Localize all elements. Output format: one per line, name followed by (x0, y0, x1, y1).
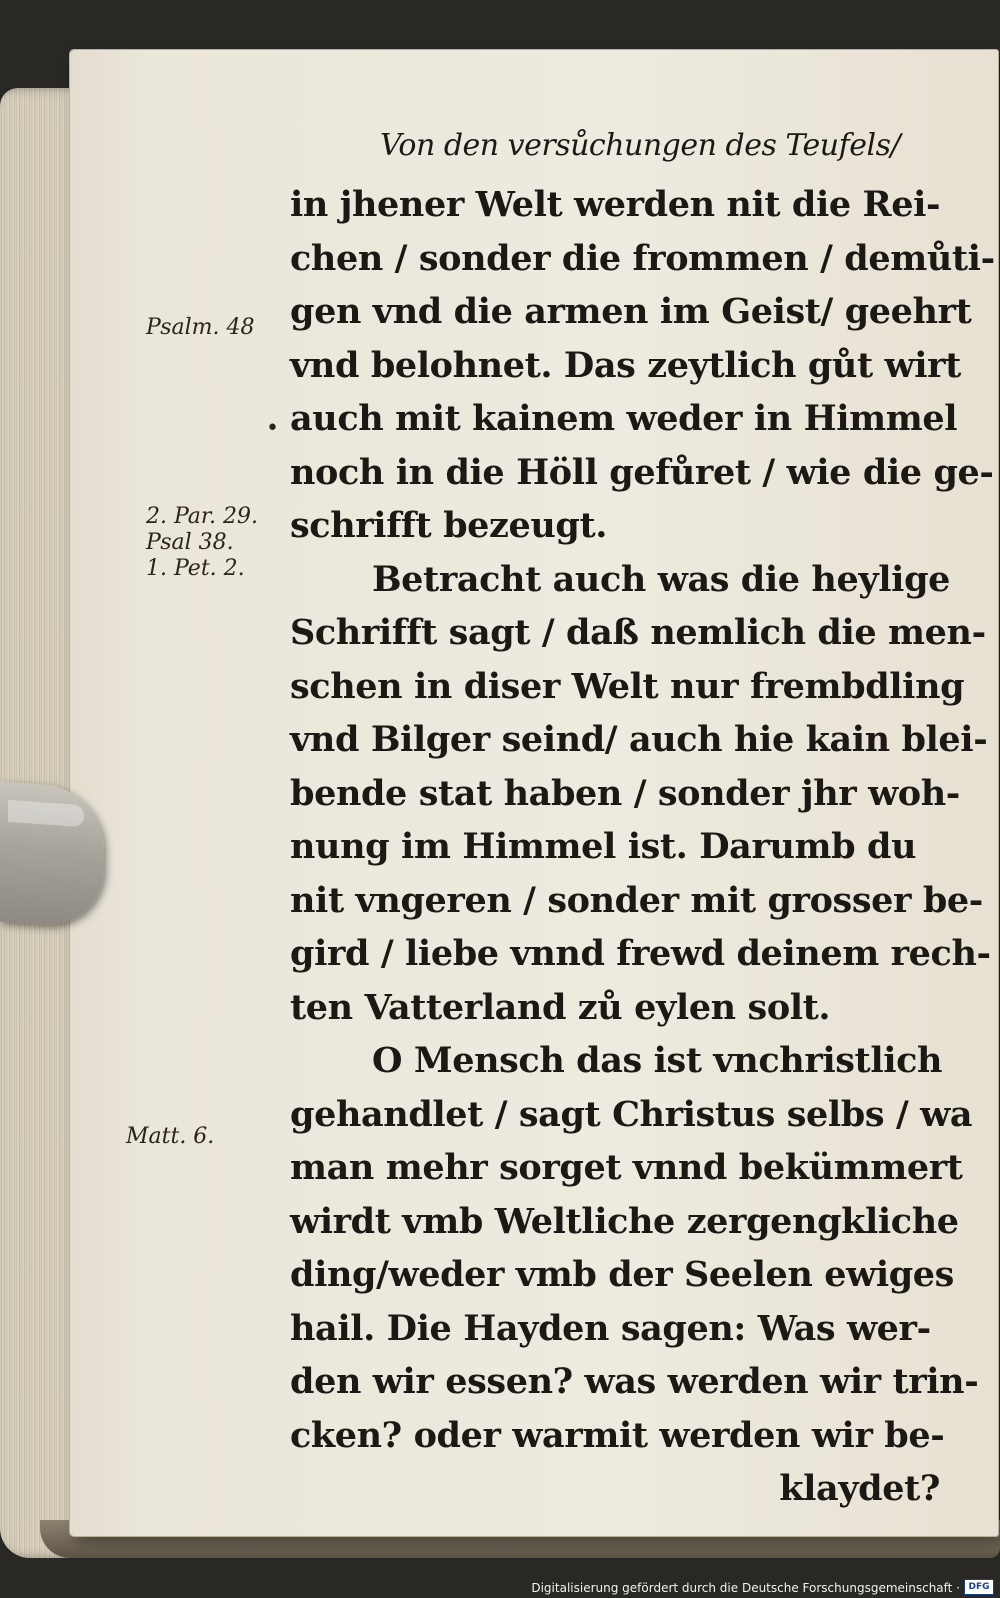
text-line: gen vnd die armen im Geist/ geehrt (290, 291, 972, 332)
text-line: gehandlet / sagt Christus selbs / wa (290, 1093, 973, 1135)
marginal-note: 1. Pet. 2. (146, 556, 245, 581)
text-line: vnd belohnet. Das zeytlich gůt wirt (290, 344, 961, 386)
running-head: Von den versůchungen des Teufels/ (380, 128, 901, 163)
text-line: wirdt vmb Weltliche zergengkliche (290, 1200, 959, 1242)
text-line: schen in diser Welt nur frembdling (290, 665, 965, 707)
catchword: klaydet? (779, 1468, 940, 1509)
body-text (290, 178, 995, 1516)
text-line: den wir essen? was werden wir trin- (290, 1361, 979, 1402)
text-line: chen / sonder die frommen / demůti- (290, 237, 995, 279)
text-line: vnd Bilger seind/ auch hie kain blei- (290, 719, 988, 760)
text-line: noch in die Höll gefůret / wie die ge- (290, 451, 994, 493)
text-line: gird / liebe vnnd frewd deinem rech- (290, 933, 991, 974)
marginal-note: Matt. 6. (126, 1124, 215, 1149)
marginal-note: Psal 38. (146, 530, 234, 555)
marginal-note: 2. Par. 29. (146, 504, 258, 529)
text-line: schrifft bezeugt. (290, 505, 608, 546)
text-line: man mehr sorget vnnd bekümmert (290, 1147, 963, 1188)
marginal-mark: • (266, 416, 279, 441)
text-line: nung im Himmel ist. Darumb du (290, 826, 917, 867)
text-line: ding/weder vmb der Seelen ewiges (290, 1254, 954, 1295)
text-line: hail. Die Hayden sagen: Was wer- (290, 1307, 931, 1349)
dfg-logo-label: DFG (968, 1582, 990, 1592)
text-line: nit vngeren / sonder mit grosser be- (290, 879, 983, 921)
text-line: auch mit kainem weder in Himmel (290, 398, 958, 439)
text-line: Schrifft sagt / daß nemlich die men- (290, 612, 986, 653)
text-line: O Mensch das ist vnchristlich (372, 1040, 943, 1081)
dfg-logo (964, 1579, 994, 1595)
text-line: Betracht auch was die heylige (372, 558, 951, 600)
marginal-note: Psalm. 48 (146, 315, 255, 340)
text-line: cken? oder warmit werden wir be- (290, 1414, 945, 1456)
text-line: in jhener Welt werden nit die Rei- (290, 184, 941, 225)
text-line: ten Vatterland zů eylen solt. (290, 986, 831, 1028)
text-line: bende stat haben / sonder jhr woh- (290, 772, 960, 814)
digitization-credit: Digitalisierung gefördert durch die Deutsche Forschungsgemeinschaft · (527, 1580, 964, 1596)
